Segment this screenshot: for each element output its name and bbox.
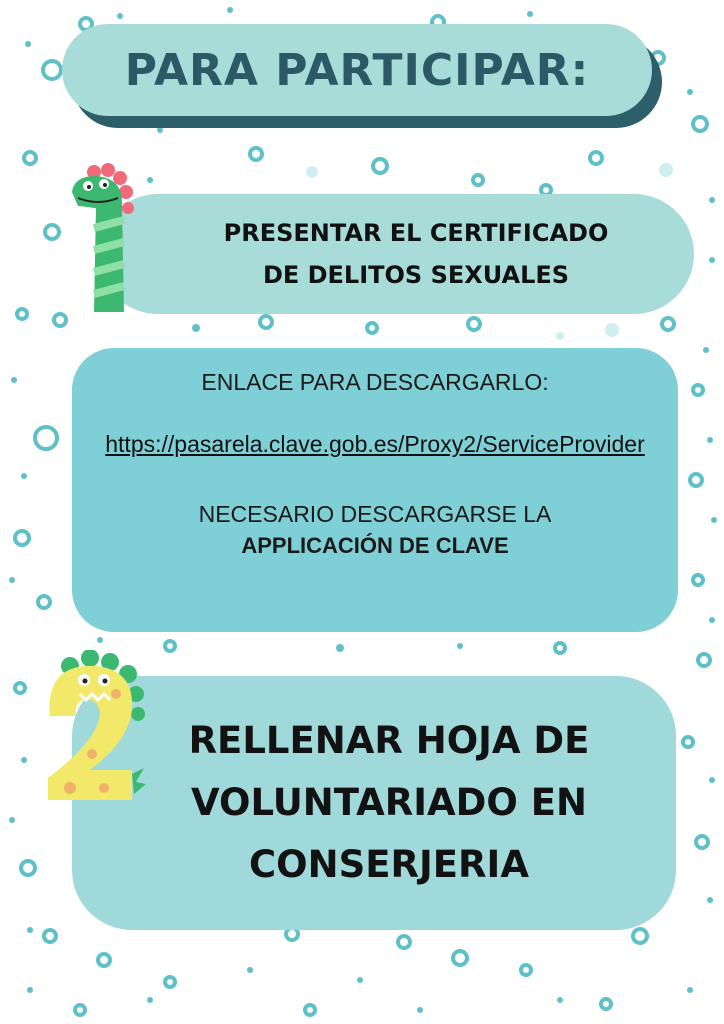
note-line: NECESARIO DESCARGARSE LA bbox=[198, 501, 552, 527]
step1-line-2: DE DELITOS SEXUALES bbox=[262, 261, 570, 289]
info-box bbox=[72, 348, 678, 632]
step2-line-1: RELLENAR HOJA DE bbox=[188, 719, 590, 762]
step2-line-2: VOLUNTARIADO EN bbox=[191, 781, 587, 824]
step2-box bbox=[72, 676, 676, 930]
title-pill bbox=[62, 24, 652, 116]
step2-line-3: CONSERJERIA bbox=[249, 843, 529, 886]
certificate-download-link[interactable]: https://pasarela.clave.gob.es/Proxy2/ServiceProvider bbox=[105, 431, 645, 457]
step1-box bbox=[98, 194, 694, 314]
link-label: ENLACE PARA DESCARGARLO: bbox=[201, 369, 549, 395]
note-bold: APPLICACIÓN DE CLAVE bbox=[241, 533, 509, 558]
step1-line-1: PRESENTAR EL CERTIFICADO bbox=[223, 219, 609, 247]
page-title: PARA PARTICIPAR: bbox=[124, 44, 590, 96]
number-two-monster-icon bbox=[40, 650, 150, 810]
number-one-monster-icon bbox=[64, 158, 144, 318]
